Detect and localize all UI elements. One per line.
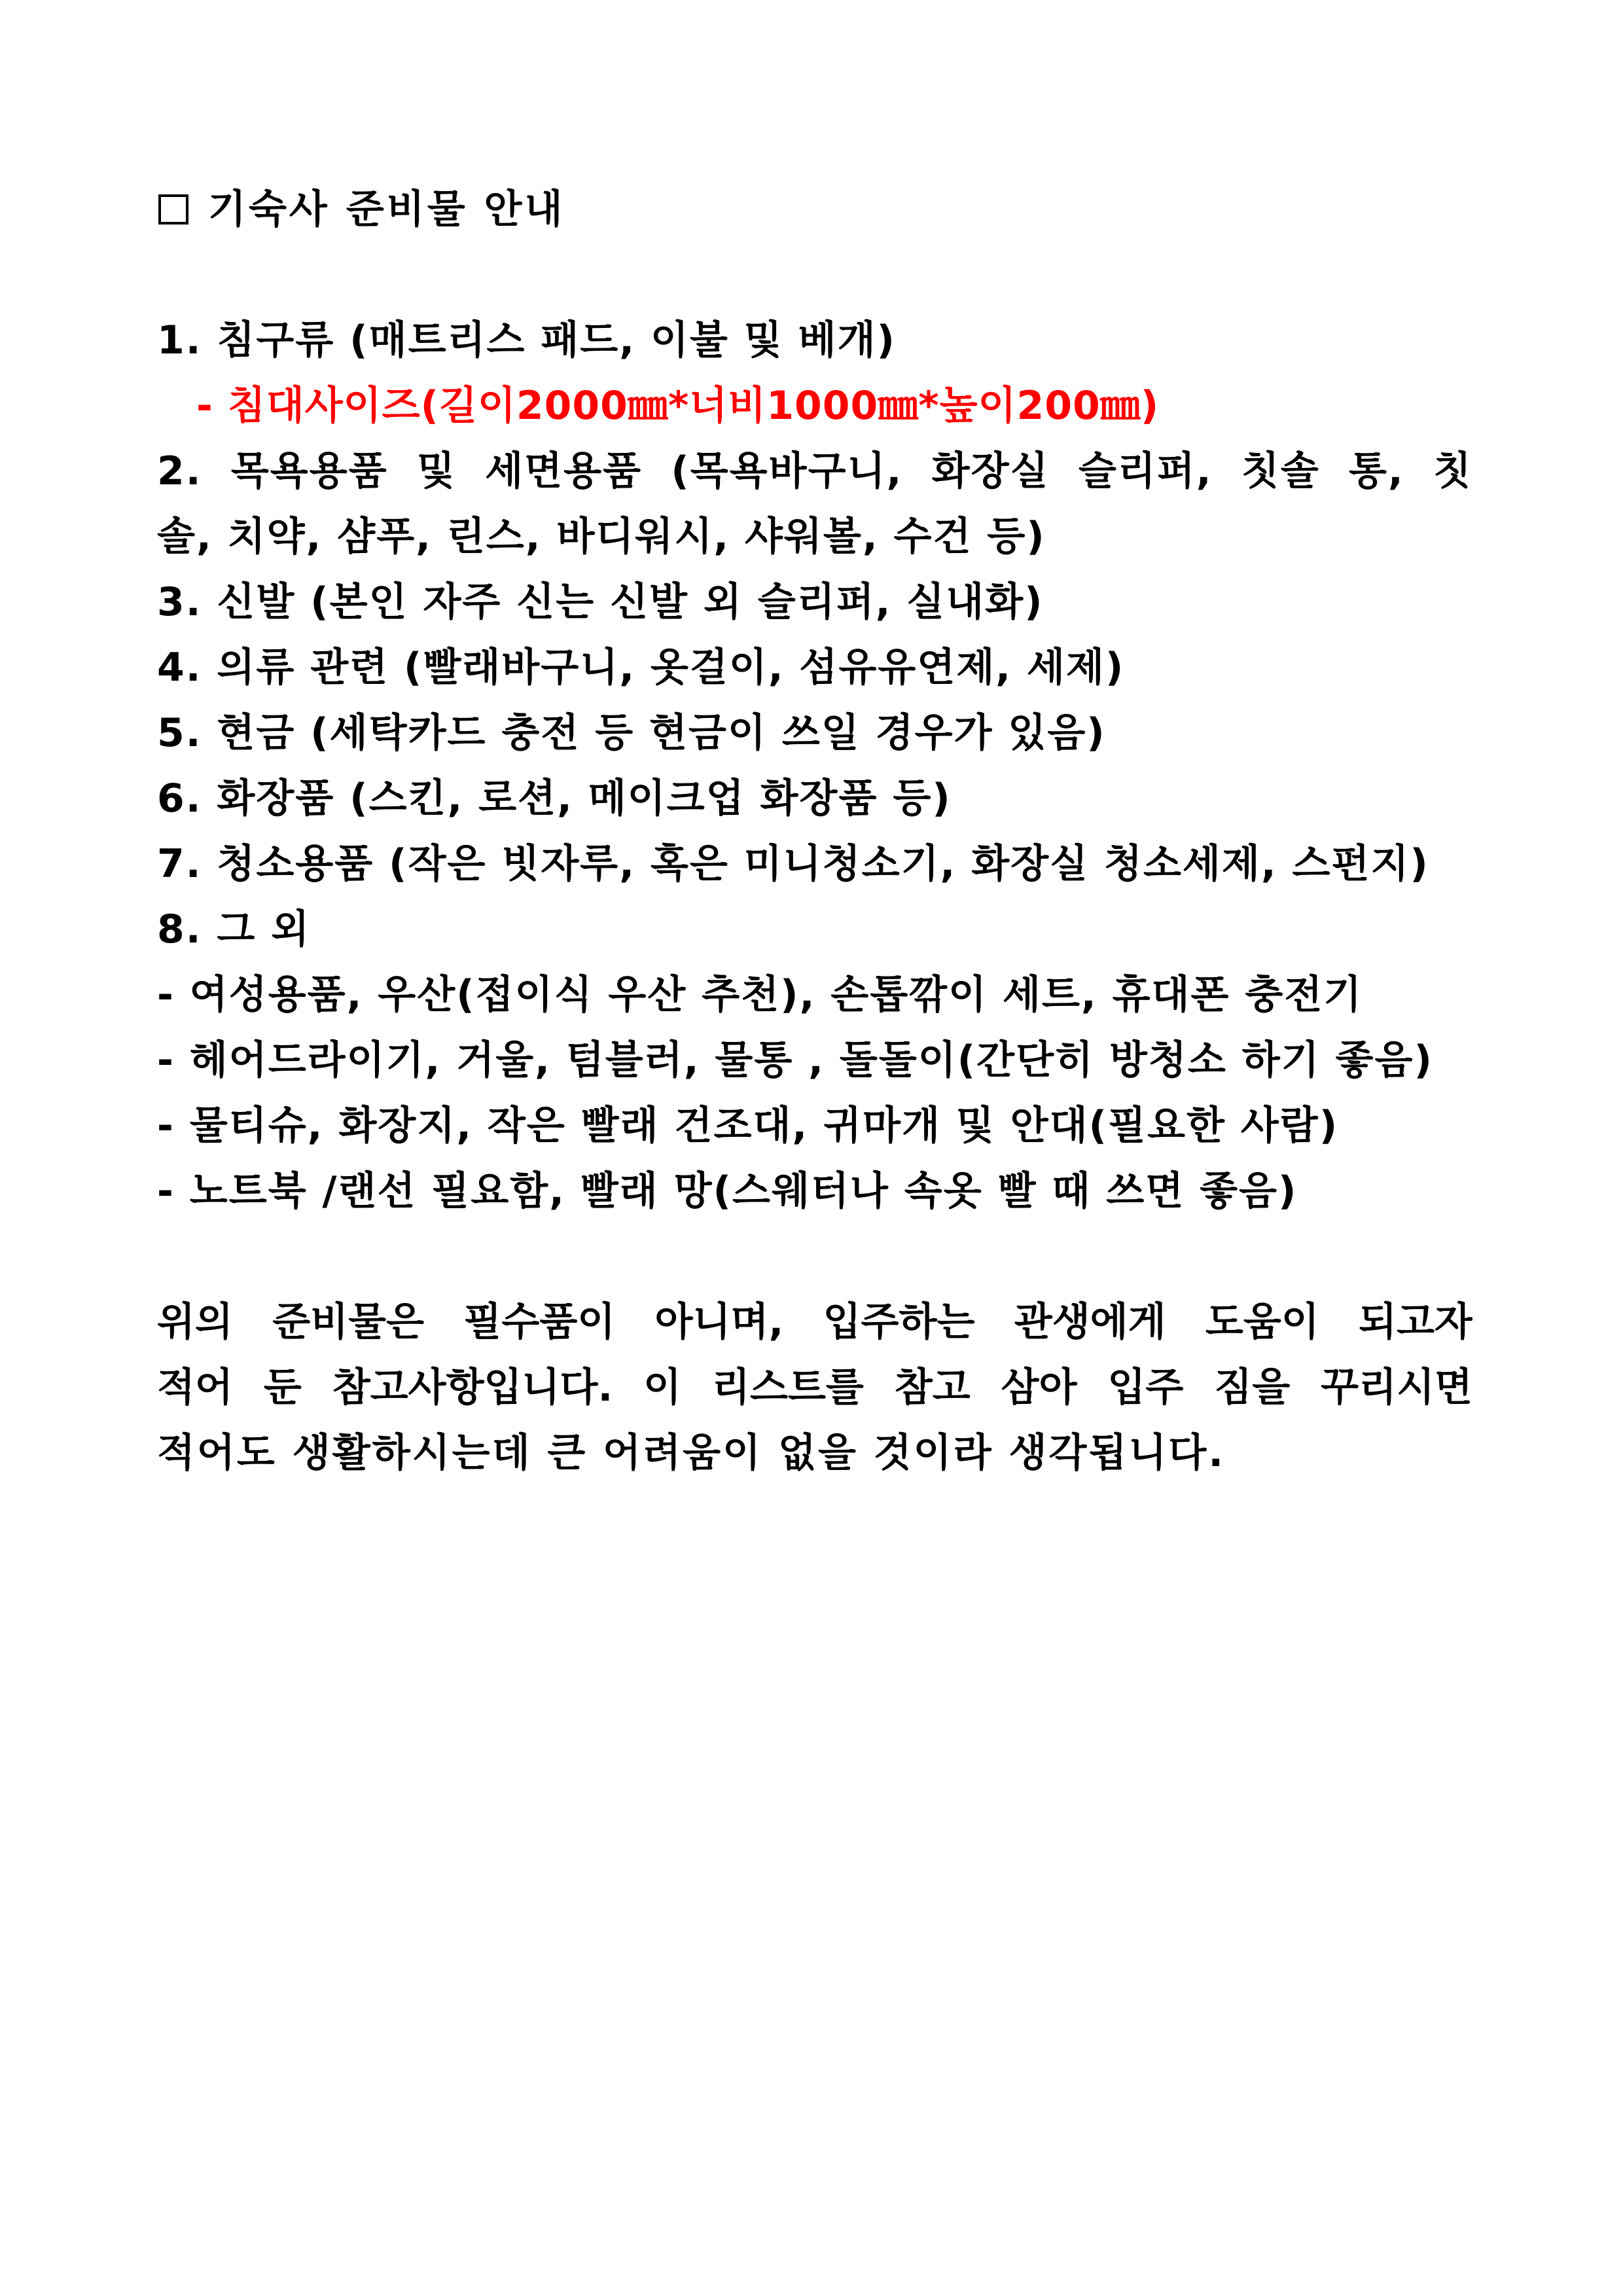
item-list: [157, 308, 1472, 1224]
document-page: [157, 177, 1472, 1486]
document-title: [157, 177, 1472, 242]
spacer: [157, 242, 1472, 308]
list-item-toiletries-cont: 솔, 치약, 샴푸, 린스, 바디워시, 샤워볼, 수건 등): [157, 514, 1046, 560]
list-item-bed-size: - 침대사이즈(길이2000㎜*너비1000㎜*높이200㎜): [196, 383, 1160, 429]
closing-line: 위의 준비물은 필수품이 아니며, 입주하는 관생에게 도움이 되고자: [157, 1299, 1472, 1345]
list-item-laundry: 4. 의류 관련 (빨래바구니, 옷걸이, 섬유유연제, 세제): [157, 645, 1125, 691]
checkbox-icon: [158, 194, 188, 224]
list-item-others-4: - 노트북 /랜선 필요함, 빨래 망(스웨터나 속옷 빨 때 쓰면 좋음): [157, 1168, 1298, 1214]
document-title-text: 기숙사 준비물 안내: [208, 187, 565, 232]
list-item-shoes: 3. 신발 (본인 자주 신는 신발 외 슬리퍼, 실내화): [157, 579, 1044, 625]
list-item-bedding: 1. 침구류 (매트리스 패드, 이불 및 베개): [157, 317, 896, 363]
list-item-others-1: - 여성용품, 우산(접이식 우산 추천), 손톱깎이 세트, 휴대폰 충전기: [157, 972, 1363, 1018]
list-item-cash: 5. 현금 (세탁카드 충전 등 현금이 쓰일 경우가 있음): [157, 710, 1106, 756]
closing-line: 적어도 생활하시는데 큰 어려움이 없을 것이라 생각됩니다.: [157, 1430, 1226, 1476]
list-item-cleaning: 7. 청소용품 (작은 빗자루, 혹은 미니청소기, 화장실 청소세제, 스펀지): [157, 841, 1429, 887]
closing-line: 적어 둔 참고사항입니다. 이 리스트를 참고 삼아 입주 짐을 꾸리시면: [157, 1365, 1472, 1410]
list-item-cosmetics: 6. 화장품 (스킨, 로션, 메이크업 화장품 등): [157, 776, 952, 821]
list-item-toiletries: 2. 목욕용품 및 세면용품 (목욕바구니, 화장실 슬리퍼, 칫솔 통, 칫: [157, 448, 1472, 494]
closing-paragraph: [157, 1289, 1472, 1486]
list-item-others-3: - 물티슈, 화장지, 작은 빨래 건조대, 귀마개 및 안대(필요한 사람): [157, 1103, 1339, 1149]
list-item-others-2: - 헤어드라이기, 거울, 텀블러, 물통 , 돌돌이(간단히 방청소 하기 좋음): [157, 1037, 1433, 1083]
list-item-others-heading: 8. 그 외: [157, 906, 311, 952]
